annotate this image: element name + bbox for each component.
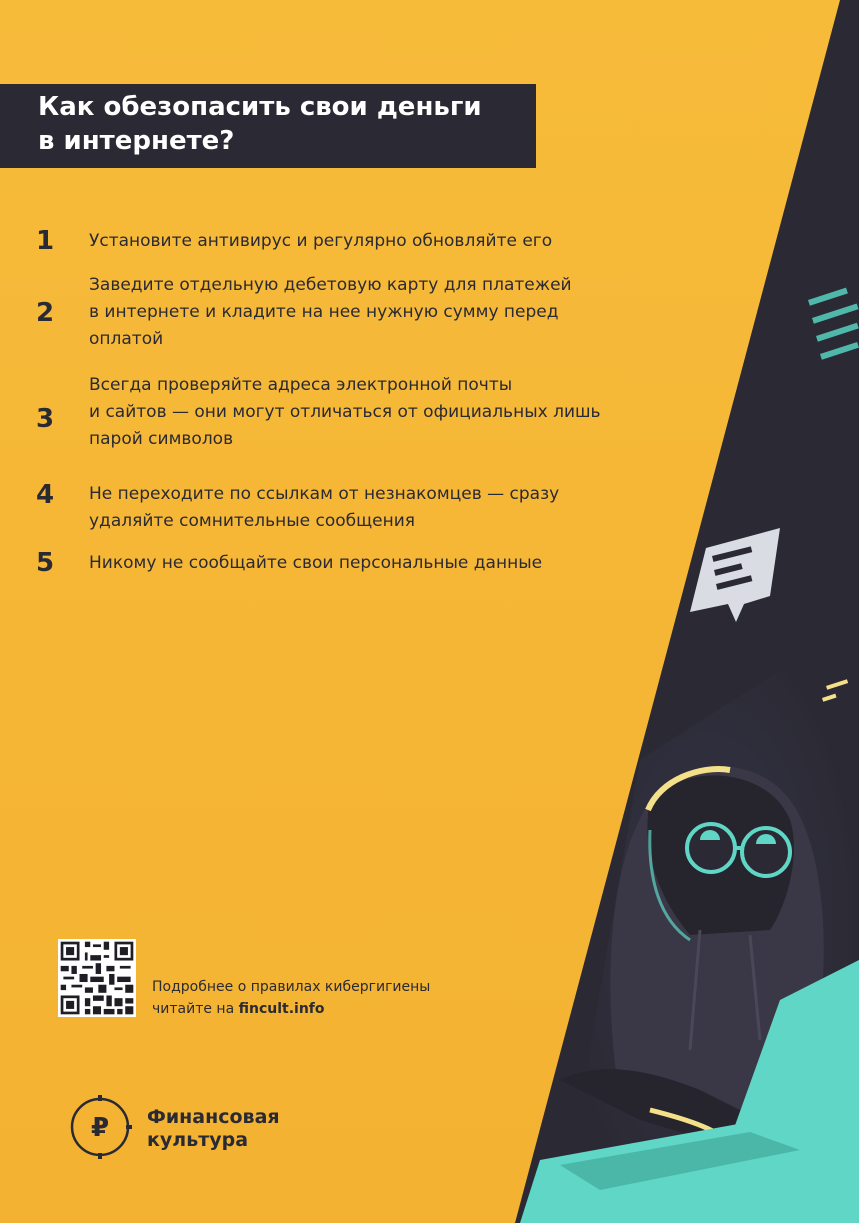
tip-number: 1 — [36, 226, 55, 256]
tip-line: парой символов — [89, 429, 234, 449]
tip-text — [89, 481, 649, 535]
title-line-2: в интернете? — [38, 126, 235, 156]
tip-line: в интернете и кладите на нее нужную сумму перед — [89, 302, 559, 322]
logo-line-1: Финансовая — [147, 1106, 280, 1128]
tip-line: удаляйте сомнительные сообщения — [89, 511, 416, 531]
tip-number: 3 — [36, 404, 55, 434]
logo-text — [147, 1106, 280, 1152]
tip-line: Никому не сообщайте свои персональные данные — [89, 553, 543, 573]
fincult-logo-icon — [68, 1095, 132, 1159]
tip-text — [89, 272, 649, 353]
page-title — [0, 84, 536, 168]
title-line-1: Как обезопасить свои деньги — [38, 92, 482, 122]
ruble-symbol: ₽ — [90, 1113, 110, 1143]
tip-line: Всегда проверяйте адреса электронной почты — [89, 375, 513, 395]
logo-line-2: культура — [147, 1129, 249, 1151]
qr-caption-line-2 — [152, 998, 430, 1020]
qr-caption-line-1: Подробнее о правилах кибергигиены — [152, 979, 431, 995]
tip-line: Заведите отдельную дебетовую карту для платежей — [89, 275, 572, 295]
tip-line: Не переходите по ссылкам от незнакомцев — сразу — [89, 484, 560, 504]
qr-code-icon[interactable] — [58, 939, 136, 1017]
qr-caption — [152, 976, 430, 1020]
qr-caption-prefix: читайте на — [152, 1001, 239, 1017]
tip-line: и сайтов — они могут отличаться от официальных лишь — [89, 402, 601, 422]
tip-line: оплатой — [89, 329, 164, 349]
tip-number: 5 — [36, 548, 55, 578]
tip-line: Установите антивирус и регулярно обновляйте его — [89, 231, 553, 251]
fincult-link[interactable]: fincult.info — [238, 1001, 325, 1017]
tip-text — [89, 550, 649, 577]
tip-number: 4 — [36, 480, 55, 510]
tip-text — [89, 372, 649, 453]
tip-number: 2 — [36, 298, 55, 328]
tip-text — [89, 228, 649, 255]
